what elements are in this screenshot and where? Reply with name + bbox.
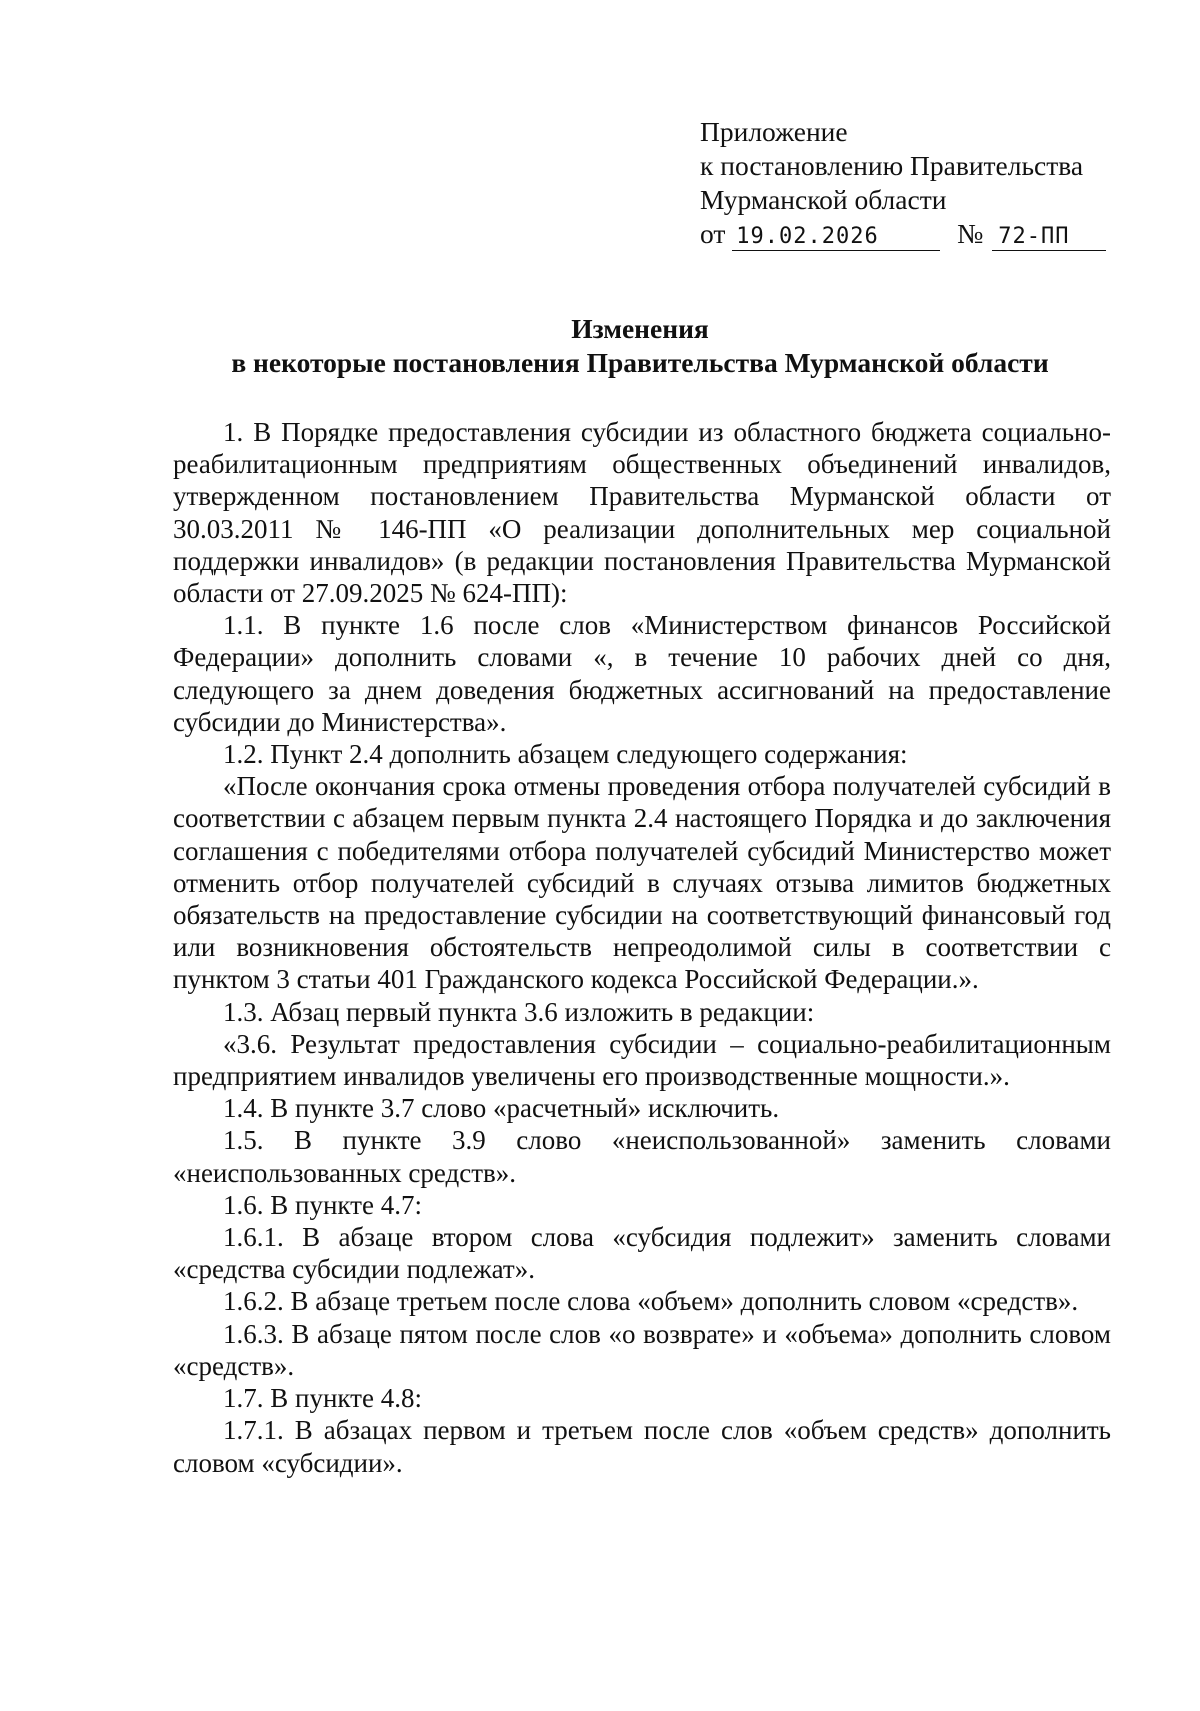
title-line-2: в некоторые постановления Правительства Мурманской области (231, 347, 1049, 378)
date-prefix: от (700, 218, 726, 249)
number-field: 72-ПП (992, 224, 1106, 251)
paragraph-1-5: 1.5. В пункте 3.9 слово «неиспользованной» заменить словами «неиспользованных средств». (173, 1125, 1111, 1188)
paragraph-1-3-quote: «3.6. Результат предоставления субсидии – социально-реабилитационным предприятием инвалидов увеличены его производственные мощности.». (173, 1028, 1111, 1092)
paragraph-1-6-1: 1.6.1. В абзаце втором слова «субсидия подлежит» заменить словами «средства субсидии подлежат». (173, 1222, 1111, 1285)
appendix-region: Мурманской области (700, 184, 947, 215)
title-line-1: Изменения (571, 313, 709, 344)
paragraph-1-1: 1.1. В пункте 1.6 после слов «Министерством финансов Российской Федерации» дополнить словами «, в течение 10 рабочих дней со дня, следующего за днем доведения бюджетных ассигнований на предоставление субсидии до Министерства». (173, 610, 1111, 737)
paragraph-1-2-quote: «После окончания срока отмены проведения отбора получателей субсидий в соответствии с абзацем первым пункта 2.4 настоящего Порядка и до заключения соглашения с победителями отбора получателей субсидий Министерство может отменить отбор получателей субсидий в случаях отзыва лимитов бюджетных обязательств на предоставление субсидии на соответствующий финансовый год или возникновения обстоятельств непреодолимой силы в соответствии с пунктом 3 статьи 401 Гражданского кодекса Российской Федерации.». (173, 771, 1111, 995)
appendix-header (700, 115, 1160, 251)
number-sign: № (957, 218, 984, 249)
paragraph-1-2: 1.2. Пункт 2.4 дополнить абзацем следующего содержания: (223, 739, 908, 770)
document-title (170, 312, 1110, 380)
paragraph-1-6-2: 1.6.2. В абзаце третьем после слова «объем» дополнить словом «средств». (223, 1286, 1079, 1317)
paragraph-1-7-1: 1.7.1. В абзацах первом и третьем после слов «объем средств» дополнить словом «субсидии». (173, 1415, 1111, 1478)
paragraph-1-3: 1.3. Абзац первый пункта 3.6 изложить в редакции: (223, 996, 815, 1027)
paragraph-1-6-3: 1.6.3. В абзаце пятом после слов «о возврате» и «объема» дополнить словом «средств». (173, 1318, 1111, 1381)
paragraph-1-6: 1.6. В пункте 4.7: (223, 1189, 422, 1220)
paragraph-1-4: 1.4. В пункте 3.7 слово «расчетный» исключить. (223, 1093, 780, 1124)
appendix-label: Приложение (700, 116, 848, 147)
document-body (173, 416, 1111, 1479)
paragraph-1: 1. В Порядке предоставления субсидии из областного бюджета социально-реабилитационным предприятиям общественных объединений инвалидов, утвержденном постановлением Правительства Мурманской области от 30.03.2011 № 146-ПП «О реализации дополнительных мер социальной поддержки инвалидов» (в редакции постановления Правительства Мурманской области от 27.09.2025 № 624-ПП): (173, 417, 1111, 609)
date-field: 19.02.2026 (732, 224, 940, 251)
paragraph-1-7: 1.7. В пункте 4.8: (223, 1383, 422, 1414)
appendix-date-number (700, 217, 1160, 251)
appendix-to-resolution: к постановлению Правительства (700, 150, 1084, 181)
